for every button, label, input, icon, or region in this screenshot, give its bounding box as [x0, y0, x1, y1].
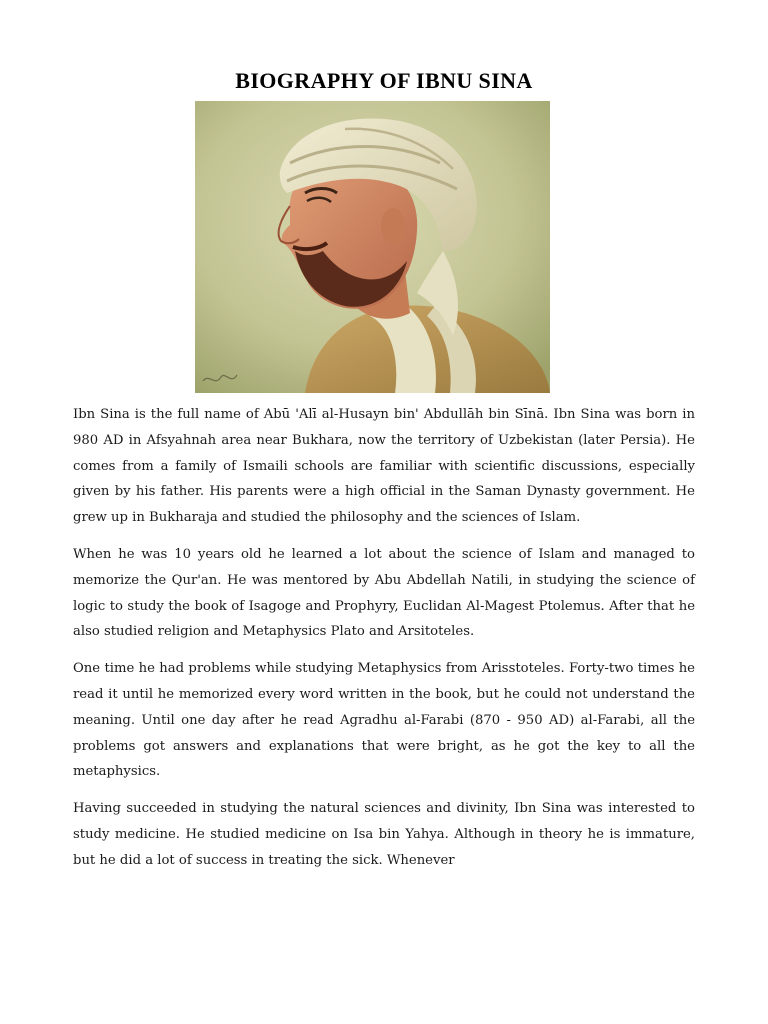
paragraph: Having succeeded in studying the natural sciences and divinity, Ibn Sina was interested to study medicine. He studied medicine on Isa bin Yahya. Although in theory he is immature, but he did a lot of success in treating the sick. Whenever — [73, 801, 695, 868]
portrait-image — [195, 101, 550, 393]
page-title: BIOGRAPHY OF IBNU SINA — [235, 68, 533, 93]
paragraph: Ibn Sina is the full name of Abū 'Alī al-Husayn bin' Abdullāh bin Sīnā. Ibn Sina was born in 980 AD in Afsyahnah area near Bukhara, now the territory of Uzbekistan (later Persia). He comes from a family of Ismaili schools are familiar with scientific discussions, especially given by his father. His parents were a high official in the Saman Dynasty government. He grew up in Bukharaja and studied the philosophy and the sciences of Islam. — [73, 407, 695, 526]
portrait-illustration — [195, 101, 550, 393]
paragraph: When he was 10 years old he learned a lot about the science of Islam and managed to memorize the Qur'an. He was mentored by Abu Abdellah Natili, in studying the science of logic to study the book of Isagoge and Prophyry, Euclidan Al-Magest Ptolemus. After that he also studied religion and Metaphysics Plato and Arsitoteles. — [73, 546, 695, 640]
paragraph: One time he had problems while studying Metaphysics from Arisstoteles. Forty-two times he read it until he memorized every word written in the book, but he could not understand the meaning. Until one day after he read Agradhu al-Farabi (870 - 950 AD) al-Farabi, all the problems got answers and explanations that were bright, as he got the key to all the metaphysics. — [73, 661, 695, 780]
body-text — [73, 402, 695, 885]
